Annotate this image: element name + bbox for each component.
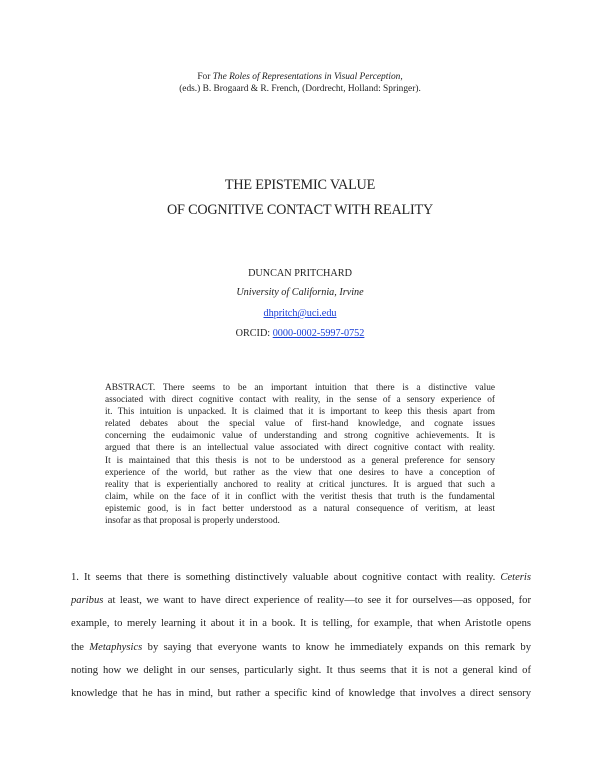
body-line-4-text: by saying that everyone wants to know he immediately expands on this remark by xyxy=(142,641,531,653)
author-name: DUNCAN PRITCHARD xyxy=(248,268,352,279)
body-line-4 xyxy=(71,636,531,659)
affiliation-text: University of California, Irvine xyxy=(236,287,364,298)
abstract-line: associated with direct cognitive contact with reality, in the sense of a sensory experience of xyxy=(105,395,495,406)
paper-title-line-1: THE EPISTEMIC VALUE xyxy=(224,177,376,193)
author-affiliation xyxy=(0,287,600,299)
book-title: The Roles of Representations in Visual Perception xyxy=(212,72,401,82)
publication-note-prefix: For xyxy=(197,72,213,82)
publication-note-line-1 xyxy=(0,71,600,83)
publication-note-line-2: (eds.) B. Brogaard & R. French, (Dordrecht, Holland: Springer). xyxy=(179,84,421,94)
body-line-5: noting how we delight in our senses, particularly sight. It thus seems that it is not a general kind of xyxy=(71,664,531,676)
abstract-line: ABSTRACT. There seems to be an important intuition that there is a distinctive value xyxy=(105,383,495,393)
author-orcid-row xyxy=(0,328,600,340)
abstract xyxy=(105,382,495,527)
body-line-4-italic: Metaphysics xyxy=(89,641,143,653)
abstract-line: it. This intuition is unpacked. It is claimed that it is important to keep this thesis apart from xyxy=(105,407,495,418)
abstract-line: argued that there is an intellectual value associated with direct cognitive contact with reality. xyxy=(105,443,495,454)
orcid-label: ORCID: xyxy=(235,328,273,339)
paper-title-line-2: OF COGNITIVE CONTACT WITH REALITY xyxy=(166,202,433,218)
abstract-line: insofar as that proposal is properly understood. xyxy=(105,516,280,527)
publication-note-suffix: , xyxy=(400,72,403,82)
body-line-1-italic: Ceteris xyxy=(500,572,531,583)
body-line-2-italic: paribus xyxy=(71,595,104,607)
abstract-line: related debates about the special value of first-hand knowledge, and cognate issues xyxy=(105,419,495,430)
body-line-2 xyxy=(71,589,531,612)
body-line-1 xyxy=(71,566,531,589)
abstract-line: epistemic good, is in fact better understood as a natural consequence of veritism, at least xyxy=(105,503,495,514)
body-line-2-text: at least, we want to have direct experience of reality—to see it for ourselves—as opposed, for xyxy=(103,595,531,607)
body-line-6: knowledge that he has in mind, but rather a specific kind of knowledge that involves a direct sensory xyxy=(71,688,531,700)
abstract-line: reality that is experientially anchored to reality at critical junctures. It is argued that such a xyxy=(105,479,495,490)
orcid-link[interactable]: 0000-0002-5997-0752 xyxy=(272,328,365,339)
abstract-line: claim, while on the face of it in conflict with the veritist thesis that truth is the fundamental xyxy=(105,491,495,502)
author-email-link[interactable]: dhpritch@uci.edu xyxy=(263,308,337,319)
body-line-1-text: 1. It seems that there is something distinctively valuable about cognitive contact with reality. xyxy=(71,572,501,583)
author-email-row xyxy=(0,308,600,320)
body-line-4-prefix: the xyxy=(71,641,90,653)
abstract-line: concerning the eudaimonic value of understanding and strong cognitive achievements. It is xyxy=(105,431,495,442)
body-paragraph xyxy=(71,566,531,705)
body-line-3: example, to merely learning it about it in a book. It is telling, for example, that when Aristotle opens xyxy=(71,618,531,630)
abstract-line: experience of the world, but rather as the view that one desires to have a conception of xyxy=(105,467,495,478)
abstract-line: It is maintained that this thesis is not to be understood as a general preference for sensory xyxy=(105,455,495,466)
